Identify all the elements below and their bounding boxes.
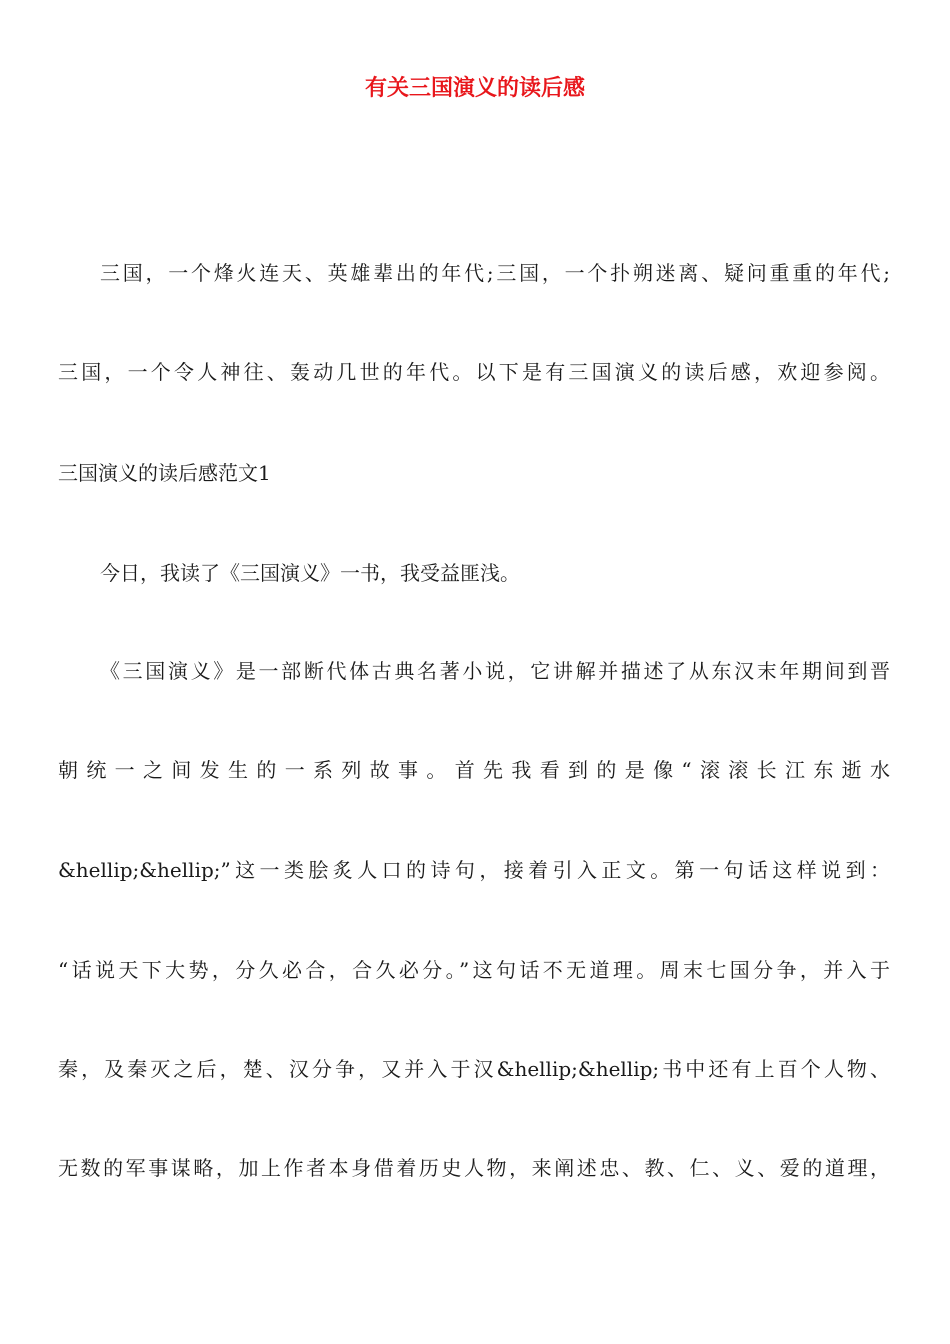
document-title: 有关三国演义的读后感	[364, 76, 585, 101]
paragraph-line: 朝统一之间发生的一系列故事。首先我看到的是像“滚滚长江东逝水	[58, 758, 890, 782]
paragraph-line: 秦，及秦灭之后，楚、汉分争，又并入于汉&hellip;&hellip;书中还有上百个人物、	[58, 1057, 890, 1081]
section-heading: 三国演义的读后感范文1	[58, 461, 271, 485]
paragraph-line: 三国，一个烽火连天、英雄辈出的年代;三国，一个扑朔迷离、疑问重重的年代;	[100, 261, 890, 285]
paragraph-line: &hellip;&hellip;”这一类脍炙人口的诗句，接着引入正文。第一句话这样说到：	[58, 858, 890, 882]
paragraph-line: 三国，一个令人神往、轰动几世的年代。以下是有三国演义的读后感，欢迎参阅。	[58, 360, 890, 384]
paragraph-line: 《三国演义》是一部断代体古典名著小说，它讲解并描述了从东汉末年期间到晋	[100, 659, 890, 683]
paragraph-line: 无数的军事谋略，加上作者本身借着历史人物，来阐述忠、教、仁、义、爱的道理，	[58, 1156, 890, 1180]
paragraph-line: “话说天下大势，分久必合，合久必分。”这句话不无道理。周末七国分争，并入于	[58, 958, 890, 982]
paragraph-line: 今日，我读了《三国演义》一书，我受益匪浅。	[100, 561, 520, 585]
